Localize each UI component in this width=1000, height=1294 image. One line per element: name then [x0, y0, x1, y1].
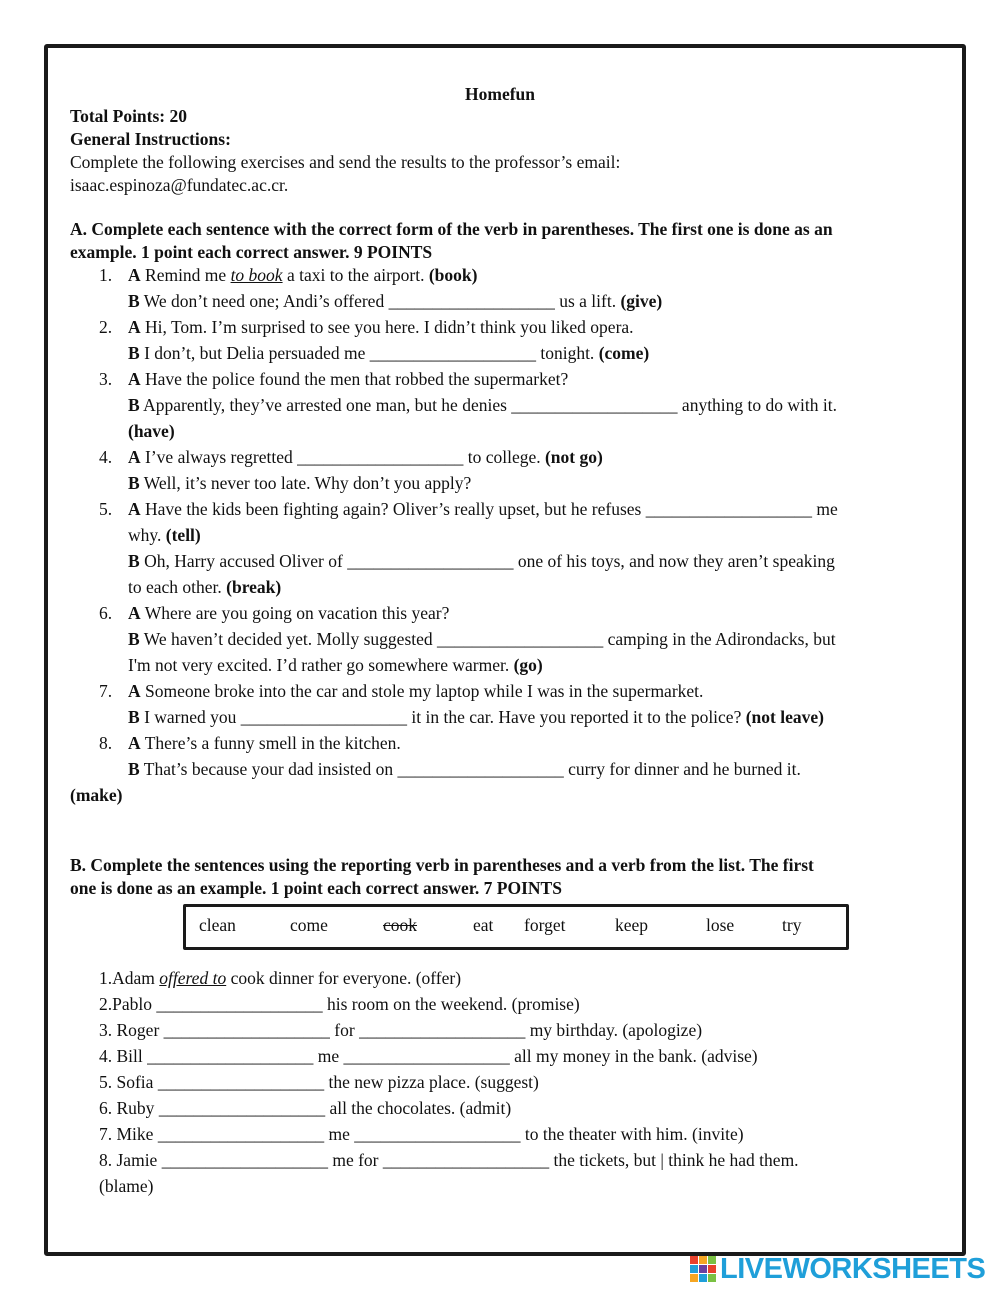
speaker-b: B — [128, 551, 140, 571]
verb-hint: (give) — [620, 291, 663, 311]
sentence-text: all the chocolates. (admit) — [329, 1098, 512, 1118]
speaker-a: A — [128, 499, 141, 519]
exercise-number: 3. — [99, 369, 113, 389]
exercise-number: 4. — [99, 447, 113, 467]
logo-tile — [699, 1256, 707, 1264]
sentence-text: That’s because your dad insisted on — [143, 759, 394, 779]
sentence-text: We don’t need one; Andi’s offered — [143, 291, 385, 311]
sentence-text: to each other. — [128, 577, 222, 597]
word-option: keep — [615, 915, 649, 935]
answer-blank[interactable]: ___________________ — [369, 343, 536, 363]
answer-blank[interactable]: ___________________ — [161, 1150, 328, 1170]
sentence-text: Pablo — [112, 994, 152, 1014]
logo-text: LIVEWORKSHEETS — [720, 1252, 986, 1285]
sentence-text: I'm not very excited. I’d rather go somewhere warmer. — [128, 655, 510, 675]
exercise-line — [128, 733, 401, 754]
exercise-line — [128, 447, 603, 468]
sentence-text: 4. Bill — [99, 1046, 143, 1066]
exercise-line — [128, 655, 543, 676]
sentence-text: We haven’t decided yet. Molly suggested — [143, 629, 433, 649]
sentence-text: Hi, Tom. I’m surprised to see you here. I didn’t think you liked opera. — [145, 317, 634, 337]
exercise-number: 7. — [99, 681, 113, 701]
sentence-line — [99, 1072, 539, 1093]
answer-blank[interactable]: ___________________ — [157, 1124, 325, 1144]
exercise-line — [128, 317, 634, 338]
answer-blank[interactable]: ___________________ — [354, 1124, 521, 1144]
sentence-text: (blame) — [99, 1176, 154, 1196]
verb-hint: (make) — [70, 785, 123, 805]
sentence-text: I don’t, but Delia persuaded me — [144, 343, 366, 363]
page-title: Homefun — [465, 84, 535, 104]
sentence-text: the new pizza place. (suggest) — [328, 1072, 539, 1092]
sentence-text: why. — [128, 525, 162, 545]
example-answer: to book — [230, 265, 283, 285]
sentence-text: anything to do with it. — [681, 395, 837, 415]
word-option-used: cook — [383, 915, 418, 935]
sentence-text: 5. Sofia — [99, 1072, 154, 1092]
sentence-text: one of his toys, and now they aren’t speaking — [517, 551, 835, 571]
sentence-text: curry for dinner and he burned it. — [568, 759, 801, 779]
sentence-text: to college. — [467, 447, 541, 467]
speaker-a: A — [128, 681, 141, 701]
verb-hint: (book) — [428, 265, 478, 285]
sentence-text: a taxi to the airport. — [286, 265, 425, 285]
section-b-heading-cont: one is done as an example. 1 point each correct answer. 7 POINTS — [70, 878, 562, 898]
sentence-text: 8. Jamie — [99, 1150, 158, 1170]
example-answer: offered to — [159, 968, 227, 988]
answer-blank[interactable]: ___________________ — [511, 395, 678, 415]
answer-blank[interactable]: ___________________ — [359, 1020, 526, 1040]
sentence-text: cook dinner for everyone. (offer) — [230, 968, 462, 988]
liveworksheets-logo[interactable] — [690, 1254, 985, 1284]
instructions-line: Complete the following exercises and send the results to the professor’s email: — [70, 152, 621, 172]
sentence-text: his room on the weekend. (promise) — [327, 994, 580, 1014]
exercise-line — [128, 291, 662, 312]
sentence-line — [99, 1124, 744, 1145]
sentence-text: Apparently, they’ve arrested one man, but he denies — [143, 395, 507, 415]
speaker-a: A — [128, 369, 141, 389]
section-a-heading: A. Complete each sentence with the correct form of the verb in parentheses. The first one is done as an — [70, 219, 833, 239]
sentence-text: me for — [332, 1150, 379, 1170]
sentence-line — [99, 1150, 799, 1171]
logo-tile — [708, 1274, 716, 1282]
sentence-text: the tickets, but | think he had them. — [553, 1150, 799, 1170]
sentence-text: Someone broke into the car and stole my laptop while I was in the supermarket. — [145, 681, 704, 701]
exercise-line — [128, 759, 801, 780]
sentence-text: me — [816, 499, 838, 519]
speaker-a: A — [128, 265, 141, 285]
sentence-text: 7. Mike — [99, 1124, 154, 1144]
sentence-text: 3. Roger — [99, 1020, 160, 1040]
total-points: Total Points: 20 — [70, 106, 188, 126]
sentence-line — [99, 1098, 511, 1119]
exercise-line — [128, 499, 838, 520]
word-option: clean — [199, 915, 236, 935]
exercise-line — [128, 525, 201, 546]
sentence-text: Well, it’s never too late. Why don’t you apply? — [143, 473, 472, 493]
speaker-b: B — [128, 473, 140, 493]
exercise-line — [128, 343, 649, 364]
verb-hint: (not leave) — [745, 707, 824, 727]
verb-hint: (go) — [513, 655, 543, 675]
speaker-a: A — [128, 447, 141, 467]
logo-tile — [708, 1265, 716, 1273]
verb-hint: (come) — [598, 343, 650, 363]
sentence-text: Have the police found the men that robbed the supermarket? — [145, 369, 569, 389]
instructions-heading: General Instructions: — [70, 129, 231, 149]
sentence-text: Adam — [112, 968, 155, 988]
answer-blank[interactable]: ___________________ — [347, 551, 514, 571]
exercise-line — [128, 369, 568, 390]
speaker-a: A — [128, 733, 141, 753]
verb-hint: (not go) — [544, 447, 603, 467]
exercise-number: 6. — [99, 603, 113, 623]
exercise-line — [128, 577, 281, 598]
speaker-b: B — [128, 759, 140, 779]
answer-blank[interactable]: ___________________ — [157, 1072, 325, 1092]
instructions-email: isaac.espinoza@fundatec.ac.cr. — [70, 175, 289, 195]
logo-icon — [690, 1256, 716, 1282]
answer-blank[interactable]: ___________________ — [437, 629, 604, 649]
sentence-text: for — [334, 1020, 355, 1040]
verb-hint: (break) — [226, 577, 282, 597]
answer-blank[interactable]: ___________________ — [158, 1098, 326, 1118]
exercise-number: 2. — [99, 317, 113, 337]
verb-hint: (tell) — [165, 525, 201, 545]
logo-tile — [690, 1256, 698, 1264]
sentence-text: us a lift. — [559, 291, 617, 311]
sentence-line — [99, 994, 580, 1015]
answer-blank[interactable]: ___________________ — [382, 1150, 550, 1170]
sentence-text: Remind me — [145, 265, 227, 285]
answer-blank[interactable]: ___________________ — [397, 759, 564, 779]
sentence-text: me — [328, 1124, 350, 1144]
word-option: eat — [473, 915, 494, 935]
sentence-text: me — [317, 1046, 340, 1066]
word-option: lose — [706, 915, 735, 935]
speaker-a: A — [128, 317, 141, 337]
exercise-line — [128, 265, 477, 286]
section-a-heading-cont: example. 1 point each correct answer. 9 POINTS — [70, 242, 433, 262]
verb-hint: (have) — [128, 421, 175, 441]
exercise-number: 8. — [99, 733, 113, 753]
sentence-text: camping in the Adirondacks, but — [607, 629, 836, 649]
exercise-line — [128, 551, 835, 572]
speaker-b: B — [128, 629, 140, 649]
logo-tile — [708, 1256, 716, 1264]
answer-blank[interactable]: ___________________ — [388, 291, 555, 311]
speaker-b: B — [128, 291, 140, 311]
sentence-text: 6. Ruby — [99, 1098, 155, 1118]
logo-tile — [690, 1274, 698, 1282]
sentence-text: Where are you going on vacation this year? — [144, 603, 450, 623]
sentence-text: I’ve always regretted — [145, 447, 293, 467]
logo-tile — [699, 1265, 707, 1273]
word-option: come — [290, 915, 328, 935]
sentence-text: tonight. — [540, 343, 595, 363]
answer-blank[interactable]: ___________________ — [645, 499, 812, 519]
word-option: try — [782, 915, 802, 935]
word-option: forget — [524, 915, 566, 935]
sentence-line — [99, 1020, 702, 1041]
section-b-heading: B. Complete the sentences using the reporting verb in parentheses and a verb from the list. The first — [70, 855, 814, 875]
speaker-b: B — [128, 395, 140, 415]
exercise-line — [128, 395, 837, 416]
answer-blank[interactable]: ___________________ — [240, 707, 408, 727]
exercise-line — [128, 629, 836, 650]
logo-tile — [690, 1265, 698, 1273]
sentence-text: it in the car. Have you reported it to the police? — [411, 707, 742, 727]
word-list-box — [183, 904, 849, 950]
exercise-line — [128, 473, 471, 494]
sentence-text: my birthday. (apologize) — [529, 1020, 703, 1040]
sentence-number: 2. — [99, 994, 113, 1014]
answer-blank[interactable]: ___________________ — [297, 447, 464, 467]
answer-blank[interactable]: ___________________ — [163, 1020, 330, 1040]
exercise-line — [128, 707, 824, 728]
answer-blank[interactable]: ___________________ — [343, 1046, 510, 1066]
exercise-number: 5. — [99, 499, 113, 519]
answer-blank[interactable]: ___________________ — [147, 1046, 314, 1066]
exercise-number: 1. — [99, 265, 113, 285]
logo-tile — [699, 1274, 707, 1282]
speaker-b: B — [128, 707, 140, 727]
sentence-text: to the theater with him. (invite) — [524, 1124, 744, 1144]
sentence-text: I warned you — [144, 707, 237, 727]
sentence-text: Oh, Harry accused Oliver of — [144, 551, 343, 571]
sentence-number: 1. — [99, 968, 113, 988]
sentence-text: all my money in the bank. (advise) — [514, 1046, 758, 1066]
sentence-text: There’s a funny smell in the kitchen. — [144, 733, 401, 753]
speaker-a: A — [128, 603, 141, 623]
sentence-text: Have the kids been fighting again? Oliver’s really upset, but he refuses — [145, 499, 642, 519]
answer-blank[interactable]: ___________________ — [156, 994, 323, 1014]
exercise-line — [128, 681, 703, 702]
speaker-b: B — [128, 343, 140, 363]
sentence-line — [99, 1046, 758, 1067]
sentence-line — [99, 968, 461, 989]
exercise-line — [128, 603, 449, 624]
